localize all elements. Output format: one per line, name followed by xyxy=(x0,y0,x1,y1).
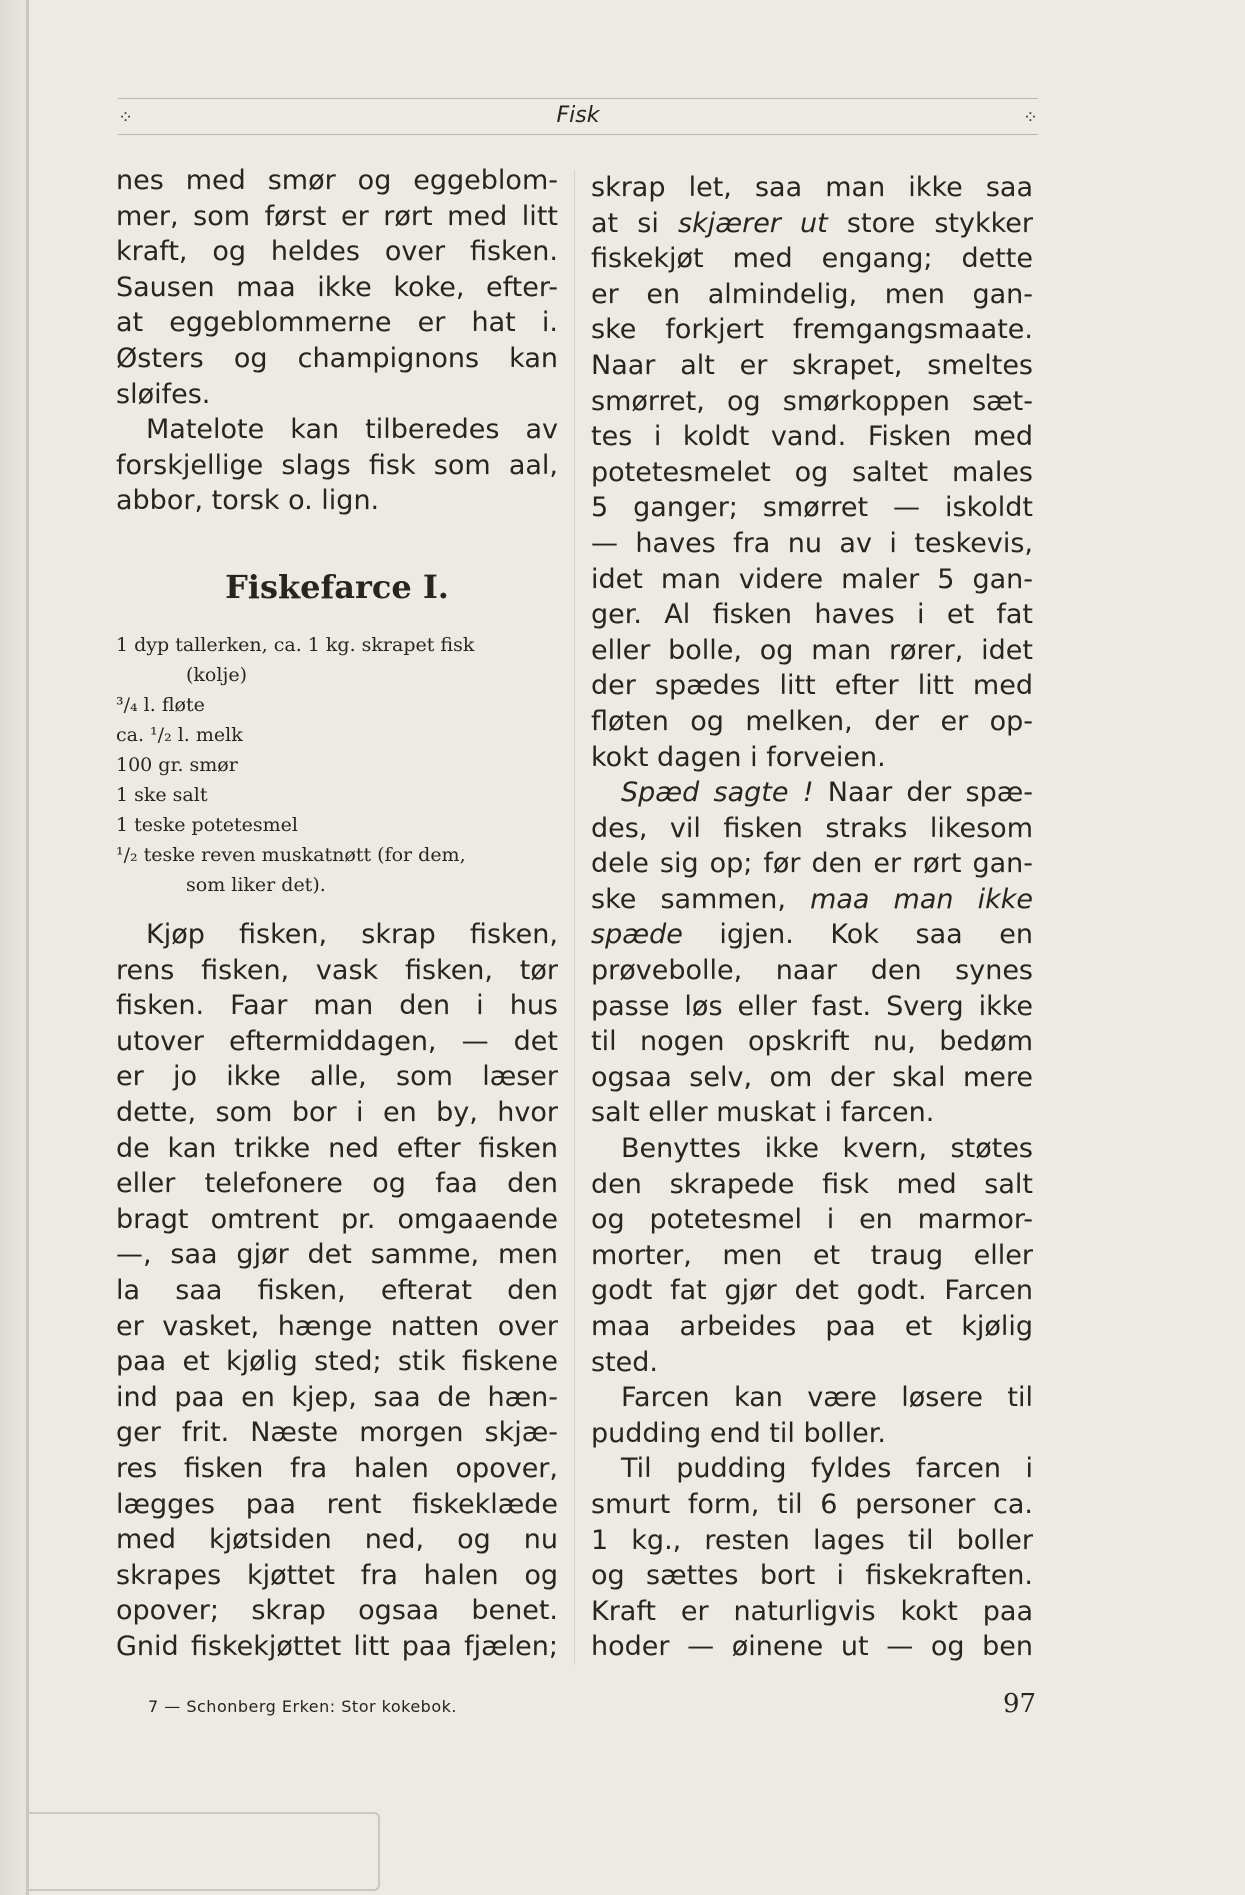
book-gutter xyxy=(0,0,26,1895)
text-line: med kjøtsiden ned, og nu xyxy=(116,1524,558,1556)
ingredient-item: (kolje) xyxy=(186,664,247,686)
text-line: ger frit. Næste morgen skjæ- xyxy=(116,1417,558,1449)
ingredient-item: ³/₄ l. fløte xyxy=(116,694,205,716)
text-line: abbor, torsk o. lign. xyxy=(116,485,380,517)
ornament-right-icon: ⁘ xyxy=(1022,107,1038,128)
text-line: er en almindelig, men gan- xyxy=(591,278,1033,310)
text-line: fiskekjøt med engang; dette xyxy=(591,243,1033,275)
text-line: pudding end til boller. xyxy=(591,1417,886,1449)
text-line: prøvebolle, naar den synes xyxy=(591,955,1033,987)
text-line: de kan trikke ned efter fisken xyxy=(116,1132,558,1164)
text-line: fløten og melken, der er op- xyxy=(591,705,1033,737)
ingredient-item: ¹/₂ teske reven muskatnøtt (for dem, xyxy=(116,844,466,866)
paragraph-pudding xyxy=(591,1451,1033,1665)
text-line: morter, men et traug eller xyxy=(591,1239,1033,1271)
text-line: lægges paa rent fiskeklæde xyxy=(116,1488,558,1520)
text-line: Naar alt er skrapet, smeltes xyxy=(591,349,1033,381)
paragraph-scraping xyxy=(591,170,1033,775)
text-line: Benyttes ikke kvern, støtes xyxy=(621,1133,1033,1165)
text-line: opover; skrap ogsaa benet. xyxy=(116,1595,558,1627)
text-line: og sættes bort i fiskekraften. xyxy=(591,1560,1033,1592)
text-line: der spædes litt efter litt med xyxy=(591,670,1033,702)
text-line: at eggeblommerne er hat i. xyxy=(116,307,558,339)
recipe-heading: Fiskefarce I. xyxy=(225,568,449,606)
text-line: passe løs eller fast. Sverg ikke xyxy=(591,990,1033,1022)
text-line: utover eftermiddagen, — det xyxy=(116,1025,558,1057)
text-line: fisken. Faar man den i hus xyxy=(116,990,558,1022)
text-line: 1 kg., resten lages til boller xyxy=(591,1524,1033,1556)
paragraph-matelote-end xyxy=(116,163,558,412)
running-header-title: Fisk xyxy=(556,103,600,128)
text-line: la saa fisken, efterat den xyxy=(116,1274,558,1306)
text-line: skrapes kjøttet fra halen og xyxy=(116,1559,558,1591)
text-line: potetesmelet og saltet males xyxy=(591,456,1033,488)
ornament-left-icon: ⁘ xyxy=(118,107,134,128)
ingredient-item: 1 teske potetesmel xyxy=(116,814,299,836)
text-line: ske sammen, maa man ikke xyxy=(591,883,1033,915)
text-line: ske forkjert fremgangsmaate. xyxy=(591,314,1033,346)
column-divider xyxy=(574,170,575,1665)
text-line: ind paa en kjep, saa de hæn- xyxy=(116,1381,558,1413)
right-column xyxy=(591,170,1033,1665)
text-line: salt eller muskat i farcen. xyxy=(591,1097,935,1129)
text-line: eller telefonere og faa den xyxy=(116,1168,558,1200)
text-line: smurt form, til 6 personer ca. xyxy=(591,1488,1033,1520)
text-line: at si skjærer ut store stykker xyxy=(591,207,1034,239)
ingredient-list xyxy=(116,630,558,900)
text-line: er vasket, hænge natten over xyxy=(116,1310,558,1342)
text-line: maa arbeides paa et kjølig xyxy=(591,1311,1033,1342)
text-line: — haves fra nu av i teskevis, xyxy=(591,527,1033,559)
text-line: hoder — øinene ut — og ben xyxy=(591,1631,1033,1663)
text-line: paa et kjølig sted; stik fiskene xyxy=(116,1346,558,1378)
text-line: dele sig op; før den er rørt gan- xyxy=(591,848,1033,880)
text-line: res fisken fra halen opover, xyxy=(116,1452,558,1484)
paragraph-preparation xyxy=(116,917,558,1664)
text-line: Sausen maa ikke koke, efter- xyxy=(116,271,558,303)
text-line: tes i koldt vand. Fisken med xyxy=(591,421,1033,453)
text-line: og potetesmel i en marmor- xyxy=(591,1204,1033,1236)
text-line: Farcen kan være løsere til xyxy=(621,1382,1033,1414)
page-edge-line xyxy=(26,0,29,1895)
running-header xyxy=(118,103,1038,131)
text-line: Til pudding fyldes farcen i xyxy=(621,1453,1033,1485)
text-line: ger. Al fisken haves i et fat xyxy=(591,599,1033,631)
text-line: Kraft er naturligvis kokt paa xyxy=(591,1595,1033,1627)
paragraph-spaed-sagte xyxy=(591,775,1033,1131)
text-line: Kjøp fisken, skrap fisken, xyxy=(146,919,558,950)
paragraph-mortar xyxy=(591,1131,1033,1380)
text-line: Gnid fiskekjøttet litt paa fjælen; xyxy=(116,1630,558,1662)
text-line: er jo ikke alle, som læser xyxy=(116,1061,558,1093)
left-column xyxy=(116,163,558,1662)
text-line: nes med smør og eggeblom- xyxy=(116,165,558,196)
text-line: ogsaa selv, om der skal mere xyxy=(591,1061,1033,1093)
text-line: rens fisken, vask fisken, tør xyxy=(116,954,558,986)
text-line: —, saa gjør det samme, men xyxy=(116,1239,558,1271)
text-line: dette, som bor i en by, hvor xyxy=(116,1096,558,1128)
text-line: kokt dagen i forveien. xyxy=(591,741,886,773)
text-line: smørret, og smørkoppen sæt- xyxy=(591,385,1033,417)
text-line: Spæd sagte ! Naar der spæ- xyxy=(621,777,1033,809)
text-line: spæde igjen. Kok saa en xyxy=(591,919,1033,951)
header-rule-top xyxy=(118,98,1038,99)
text-line: den skrapede fisk med salt xyxy=(591,1168,1033,1200)
text-line: skrap let, saa man ikke saa xyxy=(591,172,1033,203)
ingredient-item: 1 ske salt xyxy=(116,784,208,806)
text-line: Matelote kan tilberedes av xyxy=(146,414,558,446)
text-line: forskjellige slags fisk som aal, xyxy=(116,449,558,481)
text-line: sted. xyxy=(591,1346,658,1378)
text-line: til nogen opskrift nu, bedøm xyxy=(591,1026,1033,1058)
text-line: mer, som først er rørt med litt xyxy=(116,200,558,232)
ingredient-item: 1 dyp tallerken, ca. 1 kg. skrapet fisk xyxy=(116,634,475,656)
text-line: des, vil fisken straks likesom xyxy=(591,812,1033,844)
text-line: eller bolle, og man rører, idet xyxy=(591,634,1033,666)
page-number: 97 xyxy=(1003,1689,1037,1719)
text-line: bragt omtrent pr. omgaaende xyxy=(116,1203,558,1235)
paragraph-matelote-note xyxy=(116,412,558,519)
text-line: kraft, og heldes over fisken. xyxy=(116,236,558,268)
header-rule-bottom xyxy=(118,134,1038,135)
ingredient-item: ca. ¹/₂ l. melk xyxy=(116,724,243,746)
text-line: sløifes. xyxy=(116,378,211,410)
ingredient-item: 100 gr. smør xyxy=(116,754,238,776)
ingredient-item: som liker det). xyxy=(186,874,326,896)
text-line: Østers og champignons kan xyxy=(116,342,558,374)
text-line: 5 ganger; smørret — iskoldt xyxy=(591,492,1033,524)
text-line: idet man videre maler 5 gan- xyxy=(591,563,1033,595)
paragraph-farce-looser xyxy=(591,1380,1033,1451)
page-tab-outline xyxy=(26,1812,380,1891)
text-line: godt fat gjør det godt. Farcen xyxy=(591,1275,1033,1307)
footer-signature: 7 — Schonberg Erken: Stor kokebok. xyxy=(148,1697,457,1716)
